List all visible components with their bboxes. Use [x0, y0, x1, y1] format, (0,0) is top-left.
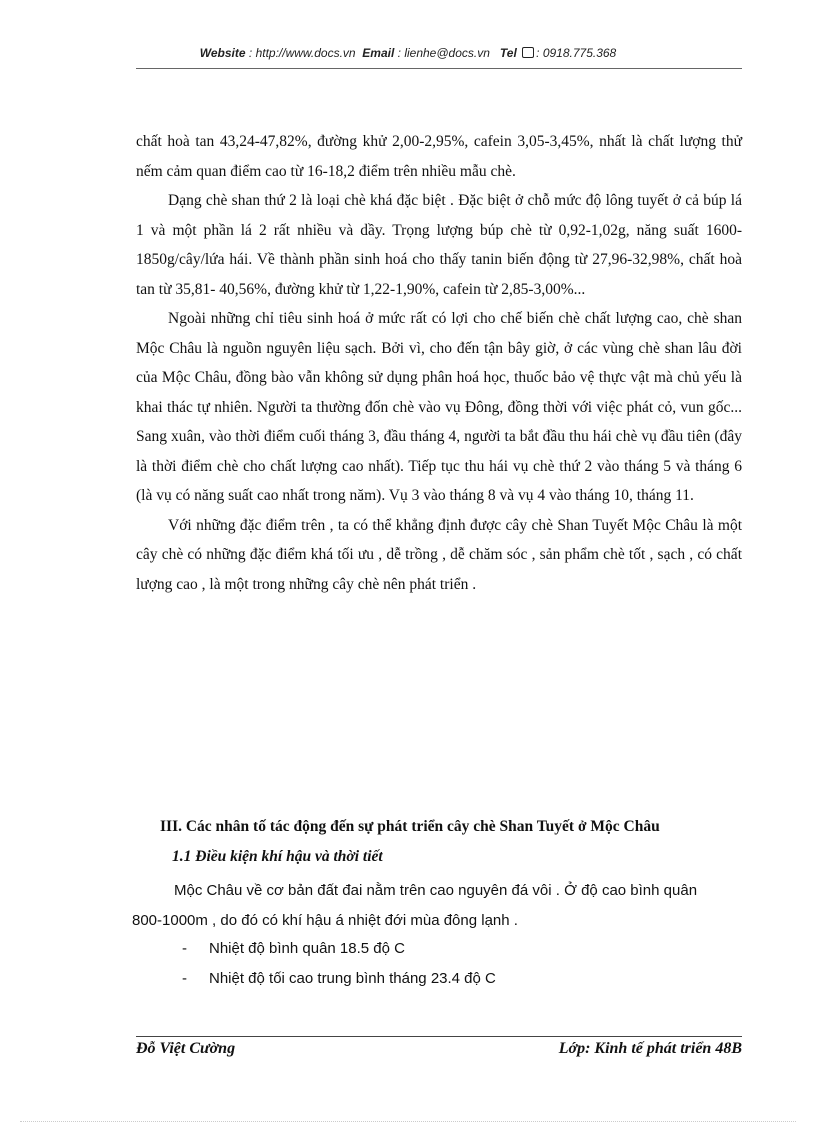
paragraph-1: chất hoà tan 43,24-47,82%, đường khử 2,00-2,95%, cafein 3,05-3,45%, nhất là chất lượng thử nếm cảm quan điểm cao từ 16-18,2 điểm trên nhiều mẫu chè. — [136, 133, 742, 180]
page-header — [0, 46, 816, 60]
subsection-heading: 1.1 Điều kiện khí hậu và thời tiết — [172, 848, 383, 865]
tel-value: : 0918.775.368 — [536, 46, 617, 60]
climate-paragraph — [132, 876, 742, 936]
email-sep: : — [394, 46, 405, 60]
website-sep: : — [245, 46, 256, 60]
email-link[interactable]: lienhe@docs.vn — [404, 46, 490, 60]
climate-line-2: 800-1000m , do đó có khí hậu á nhiệt đới mùa đông lạnh . — [132, 912, 518, 929]
paragraph-4: Với những đặc điểm trên , ta có thể khẳng định được cây chè Shan Tuyết Mộc Châu là một cây chè có những đặc điểm khá tối ưu , dễ trồng , dễ chăm sóc , sản phẩm chè tốt , sạch , có chất lượng cao , là một trong những cây chè nên phát triển . — [136, 516, 742, 593]
bullet-marker: - — [182, 970, 187, 987]
page-edge-divider — [20, 1121, 796, 1122]
header-divider — [136, 68, 742, 69]
footer-author: Đỗ Việt Cường — [136, 1040, 236, 1057]
footer-class: Lớp: Kinh tế phát triển 48B — [558, 1040, 742, 1057]
bullet-text: Nhiệt độ bình quân 18.5 độ C — [209, 940, 405, 957]
footer-divider — [136, 1036, 742, 1037]
email-label: Email — [362, 46, 395, 60]
list-item — [182, 940, 405, 957]
paragraph-2: Dạng chè shan thứ 2 là loại chè khá đặc biệt . Đặc biệt ở chỗ mức độ lông tuyết ở cả búp lá 1 và một phần lá 2 rất nhiều và dầy. Trọng lượng búp chè từ 0,92-1,02g, năng suất 1600-1850g/cây/lứa hái. Về thành phần sinh hoá cho thấy tanin biến động từ 27,96-32,98%, chất hoà tan từ 35,81- 40,56%, đường khử từ 1,22-1,90%, cafein từ 2,85-3,00%... — [136, 192, 742, 298]
list-item — [182, 970, 496, 987]
climate-line-1: Mộc Châu về cơ bản đất đai nằm trên cao nguyên đá vôi . Ở độ cao bình quân — [174, 882, 698, 899]
section-heading: III. Các nhân tố tác động đến sự phát triển cây chè Shan Tuyết ở Mộc Châu — [160, 818, 660, 835]
website-label: Website — [199, 46, 246, 60]
bullet-marker: - — [182, 940, 187, 957]
website-link[interactable]: http://www.docs.vn — [255, 46, 356, 60]
tel-label: Tel — [499, 46, 517, 60]
body-text — [136, 127, 742, 599]
bullet-text: Nhiệt độ tối cao trung bình tháng 23.4 độ C — [209, 970, 496, 987]
phone-icon — [522, 47, 534, 58]
paragraph-3: Ngoài những chỉ tiêu sinh hoá ở mức rất có lợi cho chế biến chè chất lượng cao, chè shan Mộc Châu là nguồn nguyên liệu sạch. Bởi vì, cho đến tận bây giờ, ở các vùng chè shan lâu đời của Mộc Châu, đồng bào vẫn không sử dụng phân hoá học, thuốc bảo vệ thực vật mà chủ yếu là khai thác tự nhiên. Người ta thường đốn chè vào vụ Đông, đồng thời với việc phát cỏ, vun gốc... Sang xuân, vào thời điểm cuối tháng 3, đầu tháng 4, người ta bắt đầu thu hái chè vụ đầu tiên (đây là thời điểm chè cho chất lượng cao nhất). Tiếp tục thu hái vụ chè thứ 2 vào tháng 5 và tháng 6 (là vụ có năng suất cao nhất trong năm). Vụ 3 vào tháng 8 và vụ 4 vào tháng 10, tháng 11. — [136, 310, 742, 504]
